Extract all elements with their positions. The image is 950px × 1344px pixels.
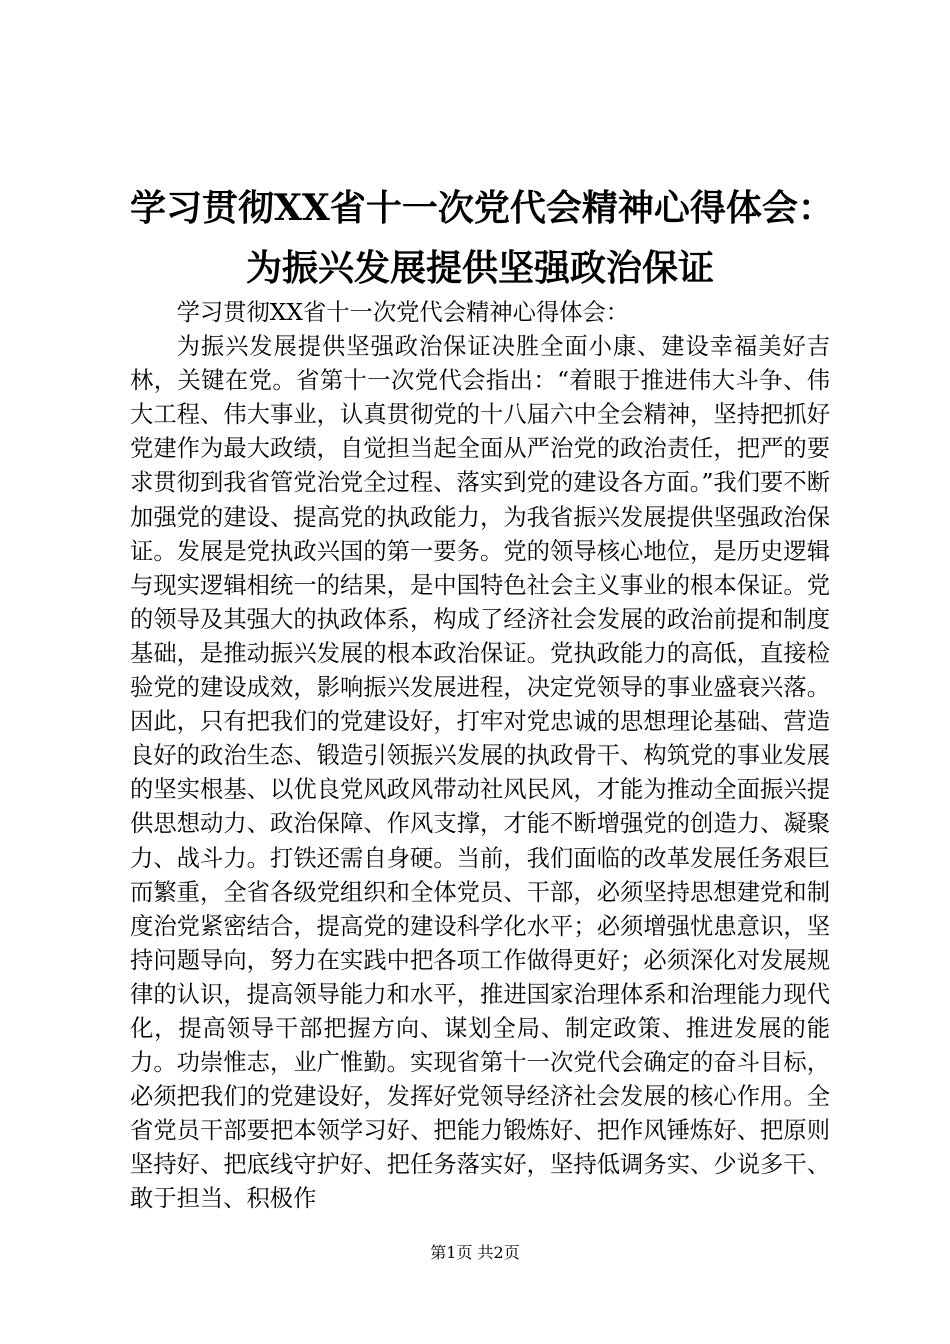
document-title-line-2: 为振兴发展提供坚强政治保证 (245, 247, 714, 289)
page-footer: 第1页 共2页 (430, 1243, 520, 1262)
document-title-line-1: 学习贯彻XX省十一次党代会精神心得体会： (130, 187, 834, 229)
body-paragraph-intro: 学习贯彻XX省十一次党代会精神心得体会： (176, 299, 630, 326)
document-body (130, 296, 830, 1217)
body-paragraph-main: 为振兴发展提供坚强政治保证决胜全面小康、建设幸福美好吉林，关键在党。省第十一次党代会指出：“着眼于推进伟大斗争、伟大工程、伟大事业，认真贯彻党的十八届六中全会精神，坚持把抓好党建作为最大政绩，自觉担当起全面从严治党的政治责任，把严的要求贯彻到我省管党治党全过程、落实到党的建设各方面。”我们要不断加强党的建设、提高党的执政能力，为我省振兴发展提供坚强政治保证。发展是党执政兴国的第一要务。党的领导核心地位，是历史逻辑与现实逻辑相统一的结果，是中国特色社会主义事业的根本保证。党的领导及其强大的执政体系，构成了经济社会发展的政治前提和制度基础，是推动振兴发展的根本政治保证。党执政能力的高低，直接检验党的建设成效，影响振兴发展进程，决定党领导的事业盛衰兴落。因此，只有把我们的党建设好，打牢对党忠诚的思想理论基础、营造良好的政治生态、锻造引领振兴发展的执政骨干、构筑党的事业发展的坚实根基、以优良党风政风带动社风民风，才能为推动全面振兴提供思想动力、政治保障、作风支撑，才能不断增强党的创造力、凝聚力、战斗力。打铁还需自身硬。当前，我们面临的改革发展任务艰巨而繁重，全省各级党组织和全体党员、干部，必须坚持思想建党和制度治党紧密结合，提高党的建设科学化水平；必须增强忧患意识，坚持问题导向，努力在实践中把各项工作做得更好；必须深化对发展规律的认识，提高领导能力和水平，推进国家治理体系和治理能力现代化，提高领导干部把握方向、谋划全局、制定政策、推进发展的能力。功崇惟志，业广惟勤。实现省第十一次党代会确定的奋斗目标，必须把我们的党建设好，发挥好党领导经济社会发展的核心作用。全省党员干部要把本领学习好、把能力锻炼好、把作风锤炼好、把原则坚持好、把底线守护好、把任务落实好，坚持低调务实、少说多干、敢于担当、积极作 (130, 333, 830, 1213)
